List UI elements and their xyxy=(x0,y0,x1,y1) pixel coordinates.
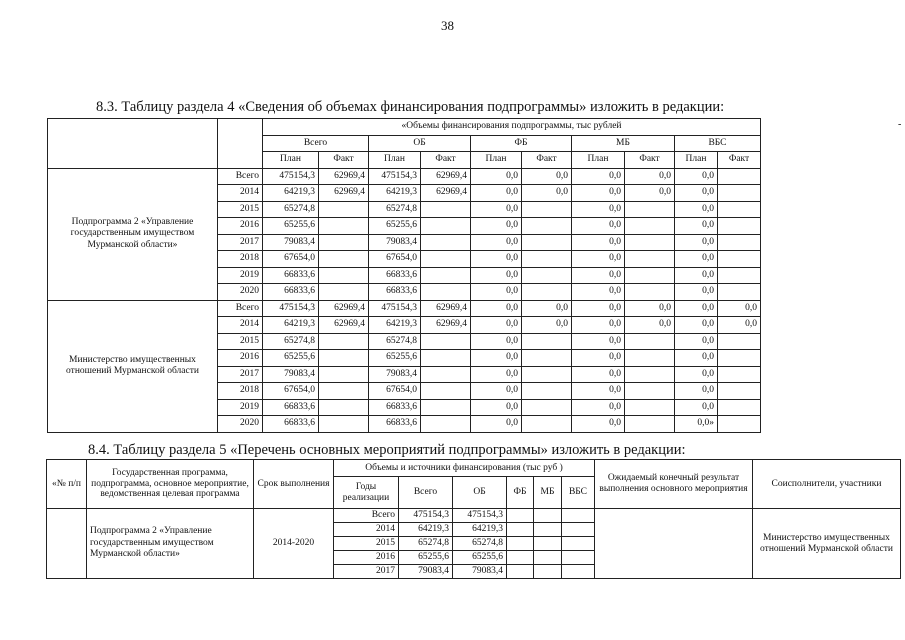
section-heading-8-4: 8.4. Таблицу раздела 5 «Перечень основных мероприятий подпрограммы» изложить в редакции: xyxy=(88,442,686,458)
header-result: Ожидаемый конечный результат выполнения основного мероприятия xyxy=(595,460,753,509)
value-cell: 0,0 xyxy=(471,284,522,301)
group-header: МБ xyxy=(572,135,675,152)
year-cell: 2017 xyxy=(334,565,399,579)
executor-cell: Министерство имущественных отношений Мурманской области xyxy=(753,509,901,579)
value-cell: 62969,4 xyxy=(421,185,471,202)
subheader-vbs: ВБС xyxy=(562,477,595,509)
year-cell: 2014 xyxy=(334,523,399,537)
value-cell: 66833,6 xyxy=(369,267,421,284)
value-cell xyxy=(625,366,675,383)
value-cell: 0,0 xyxy=(471,416,522,433)
vbs-cell xyxy=(562,565,595,579)
value-cell: 79083,4 xyxy=(369,366,421,383)
value-cell xyxy=(421,416,471,433)
value-cell: 0,0 xyxy=(675,284,718,301)
value-cell: 67654,0 xyxy=(263,383,319,400)
year-cell: 2017 xyxy=(218,366,263,383)
subheader-mb: МБ xyxy=(534,477,562,509)
value-cell: 65255,6 xyxy=(369,218,421,235)
value-cell: 0,0 xyxy=(572,267,625,284)
value-cell xyxy=(625,284,675,301)
total-cell: 65274,8 xyxy=(399,537,453,551)
group-header: ВБС xyxy=(675,135,761,152)
value-cell: 0,0 xyxy=(675,399,718,416)
value-cell: 0,0 xyxy=(522,300,572,317)
row-group-label: Министерство имущественных отношений Мурманской области xyxy=(48,300,218,432)
value-cell xyxy=(522,350,572,367)
value-cell xyxy=(421,201,471,218)
value-cell xyxy=(319,201,369,218)
year-cell: Всего xyxy=(218,300,263,317)
value-cell: 67654,0 xyxy=(369,383,421,400)
year-cell: Всего xyxy=(218,168,263,185)
subcol-header: Факт xyxy=(625,152,675,169)
financing-title: «Объемы финансирования подпрограммы, тыс рублей xyxy=(263,119,761,136)
value-cell: 0,0 xyxy=(625,317,675,334)
value-cell: 65274,8 xyxy=(369,201,421,218)
value-cell: 66833,6 xyxy=(263,399,319,416)
value-cell xyxy=(718,201,761,218)
term-cell: 2014-2020 xyxy=(254,509,334,579)
value-cell: 0,0 xyxy=(572,383,625,400)
value-cell: 0,0 xyxy=(471,300,522,317)
group-header: ФБ xyxy=(471,135,572,152)
header-funding: Объемы и источники финансирования (тыс руб ) xyxy=(334,460,595,477)
year-cell: 2018 xyxy=(218,251,263,268)
value-cell: 0,0 xyxy=(625,300,675,317)
value-cell xyxy=(718,333,761,350)
value-cell: 65274,8 xyxy=(263,333,319,350)
value-cell xyxy=(421,383,471,400)
value-cell xyxy=(625,399,675,416)
value-cell: 0,0 xyxy=(675,185,718,202)
value-cell: 0,0 xyxy=(471,251,522,268)
subcol-header: Факт xyxy=(319,152,369,169)
total-cell: 79083,4 xyxy=(399,565,453,579)
ob-cell: 65274,8 xyxy=(453,537,507,551)
value-cell: 0,0 xyxy=(572,251,625,268)
value-cell xyxy=(522,366,572,383)
value-cell: 0,0 xyxy=(675,350,718,367)
vbs-cell xyxy=(562,537,595,551)
ob-cell: 475154,3 xyxy=(453,509,507,523)
year-cell: 2016 xyxy=(218,218,263,235)
value-cell: 66833,6 xyxy=(263,416,319,433)
value-cell: 65255,6 xyxy=(369,350,421,367)
value-cell: 62969,4 xyxy=(319,185,369,202)
value-cell: 64219,3 xyxy=(263,185,319,202)
value-cell: 0,0 xyxy=(572,185,625,202)
mb-cell xyxy=(534,551,562,565)
value-cell: 0,0 xyxy=(471,234,522,251)
value-cell: 64219,3 xyxy=(263,317,319,334)
value-cell: 0,0 xyxy=(675,267,718,284)
value-cell: 67654,0 xyxy=(369,251,421,268)
fb-cell xyxy=(507,509,534,523)
year-cell: 2019 xyxy=(218,267,263,284)
value-cell: 0,0 xyxy=(675,218,718,235)
value-cell xyxy=(625,251,675,268)
subcol-header: План xyxy=(572,152,625,169)
value-cell xyxy=(319,333,369,350)
year-cell: 2015 xyxy=(334,537,399,551)
value-cell xyxy=(522,399,572,416)
group-header: Всего xyxy=(263,135,369,152)
vbs-cell xyxy=(562,509,595,523)
value-cell xyxy=(522,218,572,235)
value-cell xyxy=(319,383,369,400)
value-cell: 0,0 xyxy=(675,201,718,218)
value-cell: 475154,3 xyxy=(263,300,319,317)
year-cell: 2014 xyxy=(218,185,263,202)
value-cell: 62969,4 xyxy=(319,300,369,317)
result-cell xyxy=(595,509,753,579)
ob-cell: 79083,4 xyxy=(453,565,507,579)
value-cell: 0,0 xyxy=(572,284,625,301)
value-cell xyxy=(718,284,761,301)
ob-cell: 65255,6 xyxy=(453,551,507,565)
value-cell: 0,0 xyxy=(572,416,625,433)
section-heading-8-3: 8.3. Таблицу раздела 4 «Сведения об объемах финансирования подпрограммы» изложить в редакции: xyxy=(96,99,725,115)
value-cell xyxy=(319,267,369,284)
value-cell: 0,0 xyxy=(572,399,625,416)
subcol-header: План xyxy=(369,152,421,169)
year-cell: Всего xyxy=(334,509,399,523)
value-cell: 64219,3 xyxy=(369,185,421,202)
value-cell xyxy=(421,366,471,383)
value-cell: 0,0 xyxy=(625,185,675,202)
subheader-total: Всего xyxy=(399,477,453,509)
value-cell: 0,0 xyxy=(675,234,718,251)
value-cell xyxy=(522,251,572,268)
value-cell xyxy=(421,399,471,416)
year-cell: 2015 xyxy=(218,333,263,350)
subheader-ob: ОБ xyxy=(453,477,507,509)
value-cell xyxy=(522,333,572,350)
value-cell xyxy=(522,416,572,433)
activities-table xyxy=(46,459,901,579)
value-cell: 0,0 xyxy=(522,317,572,334)
value-cell: 62969,4 xyxy=(421,168,471,185)
value-cell: 0,0 xyxy=(572,201,625,218)
value-cell xyxy=(718,185,761,202)
value-cell xyxy=(718,267,761,284)
value-cell: 0,0 xyxy=(572,168,625,185)
value-cell xyxy=(625,201,675,218)
program-name: Подпрограмма 2 «Управление государственным имуществом Мурманской области» xyxy=(87,509,254,579)
value-cell: 62969,4 xyxy=(319,317,369,334)
value-cell: 0,0 xyxy=(471,185,522,202)
value-cell xyxy=(522,201,572,218)
value-cell: 475154,3 xyxy=(369,168,421,185)
year-cell: 2019 xyxy=(218,399,263,416)
value-cell xyxy=(522,267,572,284)
value-cell: 0,0 xyxy=(675,300,718,317)
value-cell: 0,0 xyxy=(675,366,718,383)
year-cell: 2020 xyxy=(218,284,263,301)
fb-cell xyxy=(507,523,534,537)
vbs-cell xyxy=(562,523,595,537)
value-cell: 62969,4 xyxy=(421,300,471,317)
value-cell: 0,0 xyxy=(471,399,522,416)
mb-cell xyxy=(534,523,562,537)
value-cell: 0,0 xyxy=(675,383,718,400)
value-cell: 79083,4 xyxy=(263,366,319,383)
value-cell xyxy=(718,416,761,433)
value-cell: 0,0 xyxy=(471,168,522,185)
financing-table xyxy=(47,118,761,433)
value-cell: 65274,8 xyxy=(369,333,421,350)
value-cell: 0,0 xyxy=(718,317,761,334)
value-cell xyxy=(421,333,471,350)
value-cell: 66833,6 xyxy=(369,416,421,433)
subcol-header: Факт xyxy=(522,152,572,169)
value-cell xyxy=(319,366,369,383)
page-number: 38 xyxy=(441,18,454,33)
year-cell: 2016 xyxy=(334,551,399,565)
fb-cell xyxy=(507,551,534,565)
year-cell: 2017 xyxy=(218,234,263,251)
total-cell: 475154,3 xyxy=(399,509,453,523)
value-cell: 0,0 xyxy=(522,185,572,202)
value-cell xyxy=(421,284,471,301)
value-cell: 79083,4 xyxy=(369,234,421,251)
fb-cell xyxy=(507,565,534,579)
value-cell xyxy=(319,218,369,235)
value-cell xyxy=(625,234,675,251)
year-cell: 2020 xyxy=(218,416,263,433)
year-cell: 2016 xyxy=(218,350,263,367)
header-executors: Соисполнители, участники xyxy=(753,460,901,509)
vbs-cell xyxy=(562,551,595,565)
value-cell: 0,0 xyxy=(572,333,625,350)
value-cell: 0,0 xyxy=(675,168,718,185)
value-cell: 65255,6 xyxy=(263,218,319,235)
value-cell: 0,0 xyxy=(522,168,572,185)
value-cell xyxy=(421,251,471,268)
value-cell xyxy=(718,366,761,383)
value-cell xyxy=(625,218,675,235)
value-cell xyxy=(625,416,675,433)
header-num: «№ п/п xyxy=(47,460,87,509)
year-cell: 2015 xyxy=(218,201,263,218)
value-cell xyxy=(319,251,369,268)
table-row xyxy=(48,300,761,317)
total-cell: 64219,3 xyxy=(399,523,453,537)
subheader-fb: ФБ xyxy=(507,477,534,509)
subcol-header: План xyxy=(675,152,718,169)
value-cell: 65274,8 xyxy=(263,201,319,218)
value-cell xyxy=(421,218,471,235)
value-cell: 0,0 xyxy=(471,267,522,284)
table-row xyxy=(47,509,901,523)
value-cell: 0,0 xyxy=(718,300,761,317)
row-num xyxy=(47,509,87,579)
value-cell: 0,0 xyxy=(675,251,718,268)
value-cell: 0,0 xyxy=(572,300,625,317)
value-cell xyxy=(522,284,572,301)
value-cell: 0,0 xyxy=(471,366,522,383)
group-header: ОБ xyxy=(369,135,471,152)
fb-cell xyxy=(507,537,534,551)
value-cell: 0,0 xyxy=(572,218,625,235)
value-cell xyxy=(522,234,572,251)
header-program: Государственная программа, подпрограмма, основное мероприятие, ведомственная целевая программа xyxy=(87,460,254,509)
value-cell xyxy=(718,350,761,367)
value-cell xyxy=(421,234,471,251)
value-cell xyxy=(319,234,369,251)
value-cell: 0,0 xyxy=(471,383,522,400)
value-cell xyxy=(421,350,471,367)
value-cell xyxy=(522,383,572,400)
subcol-header: Факт xyxy=(421,152,471,169)
value-cell: 0,0 xyxy=(572,317,625,334)
mb-cell xyxy=(534,565,562,579)
value-cell: 65255,6 xyxy=(263,350,319,367)
value-cell xyxy=(319,416,369,433)
subcol-header: План xyxy=(471,152,522,169)
value-cell: 0,0 xyxy=(471,333,522,350)
value-cell: 0,0 xyxy=(675,317,718,334)
value-cell: 66833,6 xyxy=(369,284,421,301)
value-cell: 0,0 xyxy=(471,218,522,235)
total-cell: 65255,6 xyxy=(399,551,453,565)
value-cell: 0,0 xyxy=(471,350,522,367)
value-cell: 0,0 xyxy=(572,234,625,251)
subcol-header: Факт xyxy=(718,152,761,169)
value-cell xyxy=(718,234,761,251)
value-cell xyxy=(421,267,471,284)
value-cell xyxy=(319,284,369,301)
mb-cell xyxy=(534,509,562,523)
value-cell: 0,0 xyxy=(471,317,522,334)
year-cell: 2018 xyxy=(218,383,263,400)
year-cell: 2014 xyxy=(218,317,263,334)
value-cell: 0,0» xyxy=(675,416,718,433)
mb-cell xyxy=(534,537,562,551)
subcol-header: План xyxy=(263,152,319,169)
value-cell xyxy=(718,218,761,235)
value-cell xyxy=(718,168,761,185)
value-cell: 79083,4 xyxy=(263,234,319,251)
ob-cell: 64219,3 xyxy=(453,523,507,537)
value-cell: 66833,6 xyxy=(263,267,319,284)
value-cell: 67654,0 xyxy=(263,251,319,268)
value-cell: 62969,4 xyxy=(319,168,369,185)
value-cell: 62969,4 xyxy=(421,317,471,334)
value-cell xyxy=(625,350,675,367)
value-cell xyxy=(625,333,675,350)
value-cell xyxy=(625,267,675,284)
value-cell: 0,0 xyxy=(572,350,625,367)
value-cell xyxy=(718,399,761,416)
value-cell: 475154,3 xyxy=(263,168,319,185)
margin-mark: - xyxy=(898,119,902,130)
value-cell: 0,0 xyxy=(471,201,522,218)
value-cell xyxy=(319,399,369,416)
value-cell xyxy=(718,251,761,268)
subheader-years: Годы реализации xyxy=(334,477,399,509)
value-cell: 64219,3 xyxy=(369,317,421,334)
value-cell: 475154,3 xyxy=(369,300,421,317)
value-cell xyxy=(319,350,369,367)
value-cell: 0,0 xyxy=(572,366,625,383)
value-cell: 0,0 xyxy=(625,168,675,185)
value-cell: 66833,6 xyxy=(263,284,319,301)
value-cell xyxy=(718,383,761,400)
row-group-label: Подпрограмма 2 «Управление государственным имуществом Мурманской области» xyxy=(48,168,218,300)
table-row xyxy=(48,168,761,185)
header-term: Срок выполнения xyxy=(254,460,334,509)
value-cell xyxy=(625,383,675,400)
value-cell: 66833,6 xyxy=(369,399,421,416)
value-cell: 0,0 xyxy=(675,333,718,350)
table-header-row xyxy=(48,119,761,136)
table-header-row xyxy=(47,460,901,477)
